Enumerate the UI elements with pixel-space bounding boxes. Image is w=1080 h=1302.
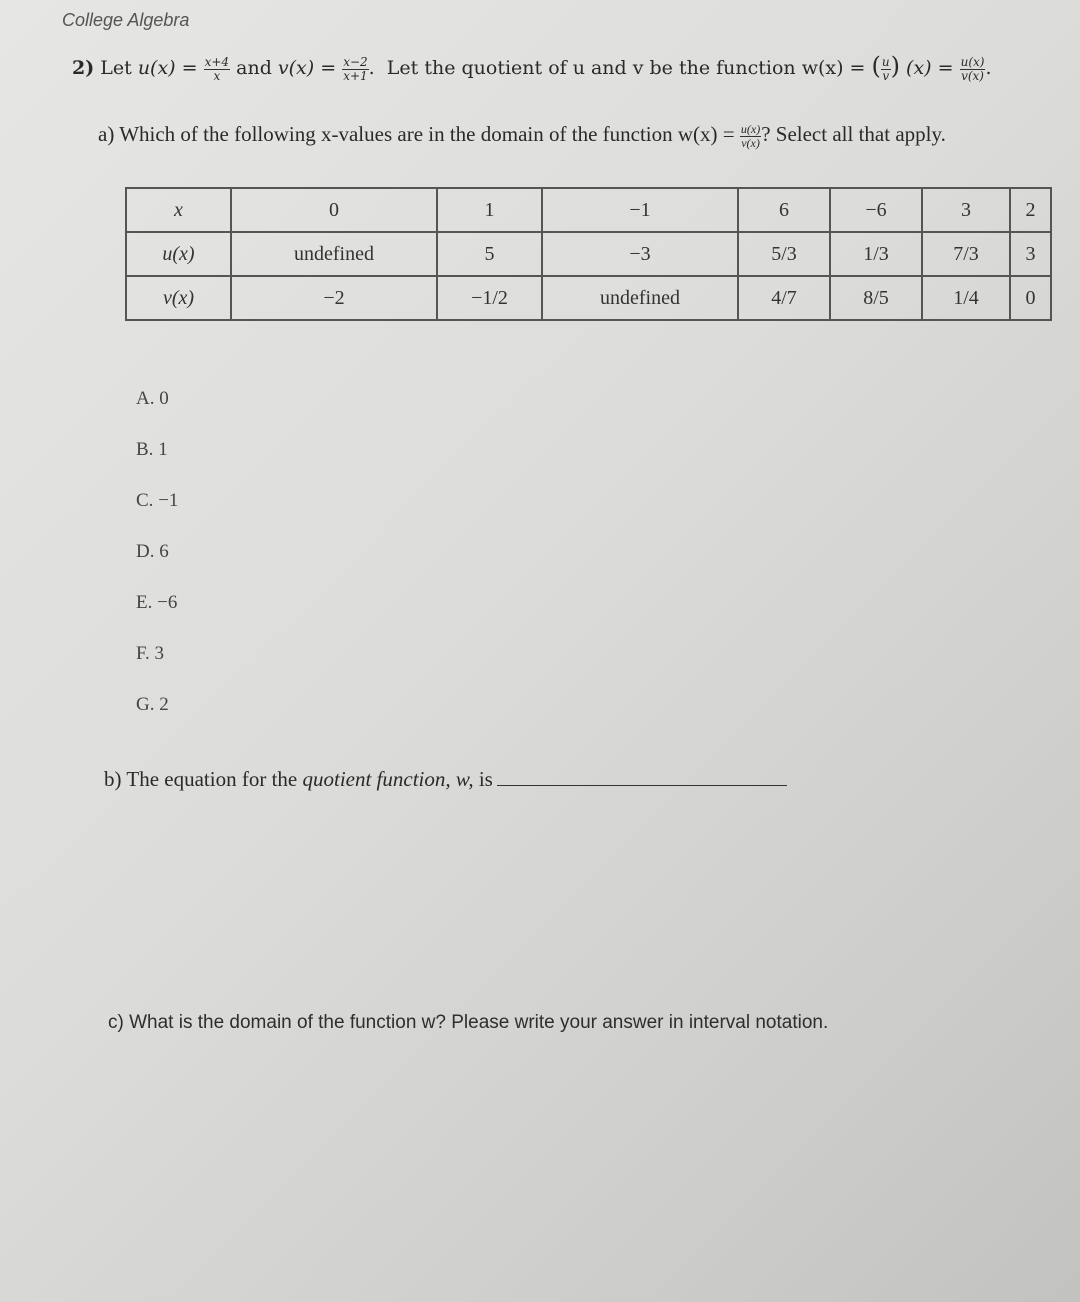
part-a-fraction <box>740 123 761 150</box>
part-a-label: a) <box>98 122 115 146</box>
table-cell: −3 <box>542 232 738 276</box>
table-cell: 7/3 <box>922 232 1010 276</box>
choice-value: 1 <box>158 439 168 460</box>
part-b-text-pre: The equation for the <box>126 767 298 791</box>
choice-e[interactable] <box>136 590 178 641</box>
choice-value: 6 <box>159 541 169 562</box>
table-cell: 3 <box>1010 232 1051 276</box>
row-label-x: x <box>126 188 231 232</box>
w-denominator: v(x) <box>961 68 984 83</box>
part-a-denominator: v(x) <box>741 135 760 150</box>
choice-letter: B. <box>136 439 154 460</box>
part-a-numerator: u(x) <box>740 121 761 136</box>
u-fraction <box>204 56 230 83</box>
choice-letter: G. <box>136 694 155 715</box>
part-c-text: What is the domain of the function w? Please write your answer in interval notation. <box>129 1012 829 1033</box>
table-cell: −1 <box>542 188 738 232</box>
w-numerator: u(x) <box>960 54 985 69</box>
table-cell: 5 <box>437 232 542 276</box>
part-a-question <box>98 122 1068 150</box>
table-cell: 1/3 <box>830 232 922 276</box>
table-cell: undefined <box>231 232 437 276</box>
part-a-tail: ? Select all that apply. <box>761 122 946 146</box>
part-b-text-italic: quotient function, w, <box>302 767 474 791</box>
choice-value: 0 <box>159 388 169 409</box>
table-cell: −2 <box>231 276 437 320</box>
choice-letter: F. <box>136 643 150 664</box>
table-cell: −1/2 <box>437 276 542 320</box>
paren-tail: (x) = <box>906 57 954 79</box>
table-cell: 1 <box>437 188 542 232</box>
w-tail: . <box>985 57 992 79</box>
choice-letter: C. <box>136 490 154 511</box>
v-fraction <box>342 56 368 83</box>
choice-value: 3 <box>154 643 165 664</box>
w-fraction <box>960 56 986 83</box>
paren-denominator: v <box>882 68 890 83</box>
row-label-u: u(x) <box>126 232 231 276</box>
part-b-label: b) <box>104 767 122 791</box>
u-definition-lhs: u(x) = <box>137 57 198 79</box>
v-definition-lhs: v(x) = <box>277 57 337 79</box>
choice-a[interactable] <box>136 386 178 437</box>
table-cell: −6 <box>830 188 922 232</box>
choice-letter: E. <box>136 592 153 613</box>
text-let: Let <box>100 57 132 79</box>
table-cell: 4/7 <box>738 276 830 320</box>
row-label-v: v(x) <box>126 276 231 320</box>
table-row-u <box>126 232 1051 276</box>
part-a-text: Which of the following x-values are in the domain of the function w(x) = <box>119 122 735 146</box>
quotient-text: Let the quotient of u and v be the function w(x) = <box>386 57 866 79</box>
table-cell: 8/5 <box>830 276 922 320</box>
choice-value: 2 <box>159 694 169 715</box>
table-row-v <box>126 276 1051 320</box>
choice-c[interactable] <box>136 488 178 539</box>
choice-b[interactable] <box>136 437 178 488</box>
v-tail: . <box>368 57 375 79</box>
v-denominator: x+1 <box>343 68 368 83</box>
course-header: College Algebra <box>62 10 190 30</box>
table-row-x <box>126 188 1051 232</box>
close-paren: ) <box>890 52 900 80</box>
question-number: 2) <box>72 57 95 79</box>
table-cell: 3 <box>922 188 1010 232</box>
answer-choices <box>136 386 178 743</box>
table-cell: 0 <box>231 188 437 232</box>
choice-f[interactable] <box>136 641 178 692</box>
choice-value: −6 <box>157 592 178 613</box>
table-cell: 5/3 <box>738 232 830 276</box>
choice-value: −1 <box>158 490 179 511</box>
u-over-v-fraction <box>881 56 891 83</box>
open-paren: ( <box>871 52 881 80</box>
text-and: and <box>236 57 272 79</box>
part-c-label: c) <box>108 1012 124 1033</box>
choice-letter: D. <box>136 541 155 562</box>
part-b-question <box>104 765 787 792</box>
u-denominator: x <box>213 68 221 83</box>
table-cell: undefined <box>542 276 738 320</box>
table-cell: 0 <box>1010 276 1051 320</box>
u-numerator: x+4 <box>204 54 230 69</box>
v-numerator: x−2 <box>343 54 368 69</box>
table-cell: 6 <box>738 188 830 232</box>
paren-numerator: u <box>881 54 890 69</box>
question-2-statement <box>72 52 1072 83</box>
part-b-text-post: is <box>478 767 493 791</box>
part-c-question <box>108 1012 828 1034</box>
answer-blank-line[interactable] <box>497 765 787 786</box>
table-cell: 1/4 <box>922 276 1010 320</box>
choice-g[interactable] <box>136 692 178 743</box>
choice-d[interactable] <box>136 539 178 590</box>
values-table <box>125 187 1052 321</box>
choice-letter: A. <box>136 388 155 409</box>
table-cell: 2 <box>1010 188 1051 232</box>
